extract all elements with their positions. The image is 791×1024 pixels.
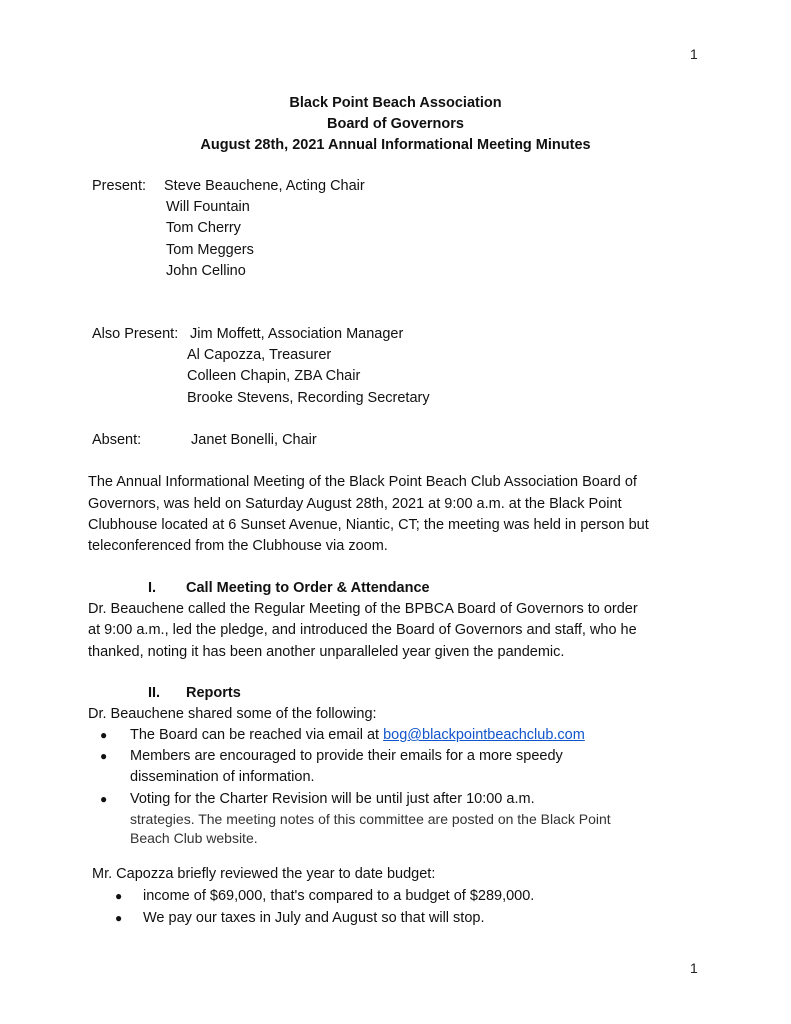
intro-paragraph-line: Governors, was held on Saturday August 28th, 2021 at 9:00 a.m. at the Black Point xyxy=(88,496,622,512)
list-item xyxy=(100,725,585,746)
present-member: Steve Beauchene, Acting Chair xyxy=(164,178,365,194)
bullet-icon: ● xyxy=(100,792,108,806)
also-present-member: Jim Moffett, Association Manager xyxy=(190,326,404,342)
title-line-board: Board of Governors xyxy=(327,116,464,132)
title-line-meeting: August 28th, 2021 Annual Informational Meeting Minutes xyxy=(200,137,591,153)
bullet-text: We pay our taxes in July and August so that will stop. xyxy=(143,910,485,926)
page-number-top: 1 xyxy=(690,46,698,62)
also-present-member: Colleen Chapin, ZBA Chair xyxy=(187,368,361,384)
section-2-heading xyxy=(148,683,241,704)
bullet-text-continuation: dissemination of information. xyxy=(130,769,315,785)
present-member: Tom Meggers xyxy=(166,242,254,258)
list-item xyxy=(100,746,563,767)
bullet-text: Voting for the Charter Revision will be until just after 10:00 a.m. xyxy=(130,791,535,807)
budget-intro: Mr. Capozza briefly reviewed the year to date budget: xyxy=(92,866,436,882)
page-number-bottom: 1 xyxy=(690,960,698,976)
absent-label: Absent: xyxy=(92,432,142,448)
present-member: Tom Cherry xyxy=(166,220,241,236)
intro-paragraph-line: The Annual Informational Meeting of the Black Point Beach Club Association Board of xyxy=(88,474,637,490)
section-1-line: thanked, noting it has been another unparalleled year given the pandemic. xyxy=(88,644,565,660)
intro-paragraph-line: teleconferenced from the Clubhouse via zoom. xyxy=(88,538,388,554)
list-item xyxy=(115,886,535,907)
bullet-text: income of $69,000, that's compared to a budget of $289,000. xyxy=(143,888,535,904)
list-item xyxy=(100,789,535,810)
title-line-association: Black Point Beach Association xyxy=(289,95,502,111)
bullet-icon: ● xyxy=(115,889,123,903)
section-2-title: Reports xyxy=(186,685,241,701)
present-member: Will Fountain xyxy=(166,199,250,215)
present-member: John Cellino xyxy=(166,263,246,279)
also-present-member: Al Capozza, Treasurer xyxy=(187,347,332,363)
bullet-text: The Board can be reached via email at xyxy=(130,727,384,743)
email-link[interactable]: bog@blackpointbeachclub.com xyxy=(383,727,585,743)
also-present-label: Also Present: xyxy=(92,326,179,342)
section-1-line: at 9:00 a.m., led the pledge, and introduced the Board of Governors and staff, who he xyxy=(88,622,637,638)
section-1-line: Dr. Beauchene called the Regular Meeting of the BPBCA Board of Governors to order xyxy=(88,601,638,617)
section-1-title: Call Meeting to Order & Attendance xyxy=(186,580,430,596)
bullet-icon: ● xyxy=(115,911,123,925)
bullet-text: Members are encouraged to provide their emails for a more speedy xyxy=(130,748,563,764)
section-1-numeral: I. xyxy=(148,580,157,596)
also-present-member: Brooke Stevens, Recording Secretary xyxy=(187,390,430,406)
section-2-numeral: II. xyxy=(148,685,161,701)
section-2-intro: Dr. Beauchene shared some of the following: xyxy=(88,706,377,722)
bullet-icon: ● xyxy=(100,749,108,763)
present-label: Present: xyxy=(92,178,146,194)
bullet-text-continuation: strategies. The meeting notes of this committee are posted on the Black Point xyxy=(130,811,611,827)
absent-member: Janet Bonelli, Chair xyxy=(191,432,317,448)
document-title xyxy=(0,93,791,156)
bullet-icon: ● xyxy=(100,728,108,742)
bullet-text-continuation: Beach Club website. xyxy=(130,830,258,846)
list-item xyxy=(115,908,485,929)
section-1-heading xyxy=(148,578,430,599)
intro-paragraph-line: Clubhouse located at 6 Sunset Avenue, Niantic, CT; the meeting was held in person but xyxy=(88,517,649,533)
